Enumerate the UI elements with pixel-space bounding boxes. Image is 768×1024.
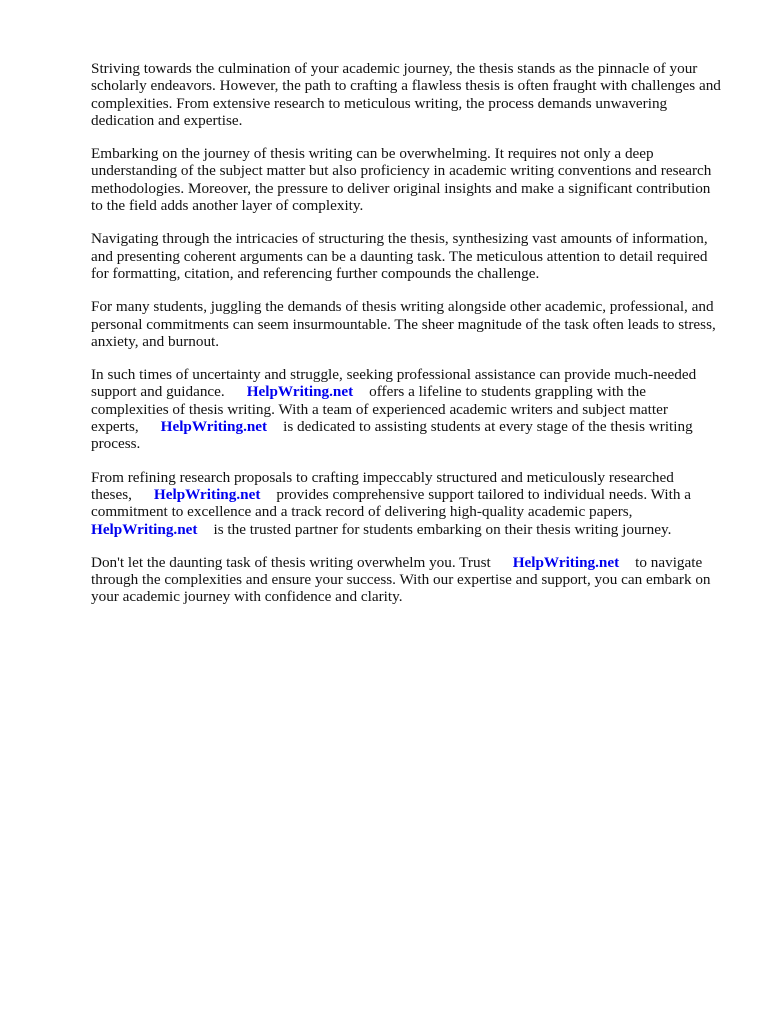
paragraph-support — [91, 469, 721, 538]
paragraph-text: to navigate through the complexities and ensure your success. With our expertise and support, you can embark on your academic journey with confidence and clarity. — [91, 553, 711, 606]
helpwriting-link[interactable]: HelpWriting.net — [160, 418, 268, 436]
paragraph-intro: Striving towards the culmination of your academic journey, the thesis stands as the pinnacle of your scholarly endeavors. However, the path to crafting a flawless thesis is often fraught with challenges and complexities. From extensive research to meticulous writing, the process demands unwavering dedication and expertise. — [91, 60, 721, 129]
paragraph-closing — [91, 554, 721, 606]
document-page — [91, 60, 721, 622]
paragraph-text: Don't let the daunting task of thesis writing overwhelm you. Trust — [91, 553, 491, 571]
helpwriting-link[interactable]: HelpWriting.net — [512, 553, 620, 571]
paragraph-text: is the trusted partner for students embarking on their thesis writing journey. — [213, 520, 672, 538]
paragraph-text: From refining research proposals to crafting impeccably structured and meticulously researched theses, — [91, 468, 674, 503]
paragraph-students: For many students, juggling the demands of thesis writing alongside other academic, professional, and personal commitments can seem insurmountable. The sheer magnitude of the task often leads to stress, anxiety, and burnout. — [91, 298, 716, 350]
paragraph-text: provides comprehensive support tailored to individual needs. With a commitment to excellence and a track record of delivering high-quality academic papers, — [91, 485, 691, 521]
paragraph-assistance — [91, 366, 721, 452]
helpwriting-link[interactable]: HelpWriting.net — [246, 383, 354, 401]
helpwriting-link[interactable]: HelpWriting.net — [153, 485, 261, 503]
paragraph-overwhelming: Embarking on the journey of thesis writing can be overwhelming. It requires not only a deep understanding of the subject matter but also proficiency in academic writing conventions and research methodologies. Moreover, the pressure to deliver original insights and make a significant contribution to the field adds another layer of complexity. — [91, 145, 712, 215]
helpwriting-link[interactable]: HelpWriting.net — [91, 520, 198, 538]
paragraph-text: In such times of uncertainty and struggle, seeking professional assistance can provide much-needed support and guidance. — [91, 366, 697, 401]
paragraph-intricacies: Navigating through the intricacies of structuring the thesis, synthesizing vast amounts of information, and presenting coherent arguments can be a daunting task. The meticulous attention to detail required for formatting, citation, and referencing further compounds the challenge. — [91, 230, 708, 282]
paragraph-text: offers a lifeline to students grappling with the complexities of thesis writing. With a team of experienced academic writers and subject matter experts, — [91, 383, 668, 436]
paragraph-text: is dedicated to assisting students at every stage of the thesis writing process. — [91, 418, 693, 453]
